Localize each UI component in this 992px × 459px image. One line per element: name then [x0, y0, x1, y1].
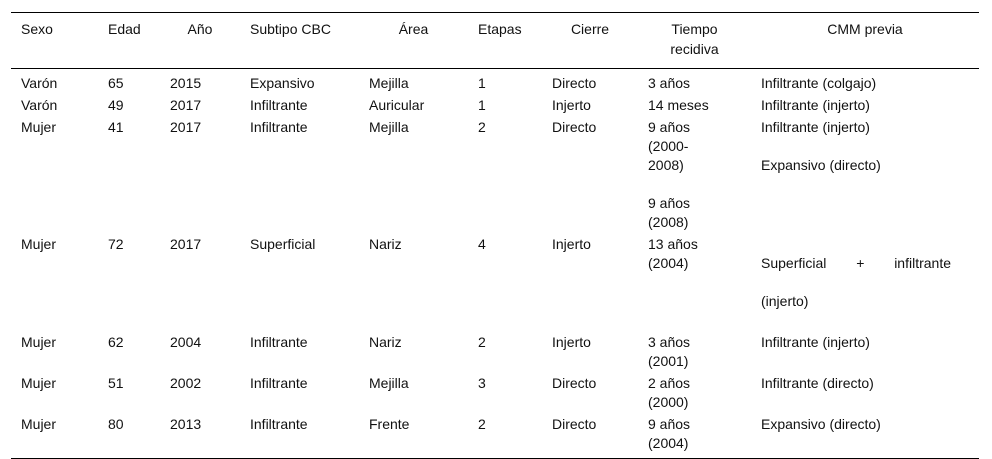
cell-edad: 62 [108, 334, 124, 350]
cell-cmm: Infiltrante (injerto) [761, 334, 870, 350]
cell-cierre: Injerto [552, 97, 591, 113]
cell-cmm: Infiltrante (injerto) [761, 97, 870, 113]
cell-area: Frente [369, 416, 410, 432]
cell-subtipo: Infiltrante [250, 97, 308, 113]
cell-etapas: 1 [478, 75, 486, 91]
cmm-word: + [856, 255, 865, 271]
cell-area: Nariz [369, 236, 402, 252]
cell-subtipo: Expansivo [250, 75, 315, 91]
cell-cmm: Infiltrante (injerto) Expansivo (directo) [761, 119, 881, 173]
table-header [11, 13, 979, 69]
header-etapas: Etapas [478, 21, 522, 37]
cell-anio: 2017 [170, 97, 202, 113]
cell-edad: 51 [108, 375, 124, 391]
cell-cmm [751, 235, 979, 333]
header-cmm-previa: CMM previa [827, 21, 903, 37]
cell-cierre: Injerto [552, 334, 591, 350]
cmm-word: Superficial [761, 255, 827, 271]
header-cierre: Cierre [570, 21, 610, 37]
cmm-second-line: (injerto) [761, 293, 809, 309]
header-edad: Edad [108, 21, 141, 37]
cell-edad: 41 [108, 119, 124, 135]
cell-etapas: 1 [478, 97, 486, 113]
cell-edad: 49 [108, 97, 124, 113]
cmm-word: infiltrante [894, 255, 951, 271]
cell-anio: 2015 [170, 75, 202, 91]
cell-sexo: Varón [21, 75, 58, 91]
recurrence-table-container [11, 12, 979, 459]
cell-anio: 2013 [170, 416, 202, 432]
cell-subtipo: Infiltrante [250, 416, 308, 432]
cell-tiempo: 2 años (2000) [648, 375, 691, 410]
table-row [11, 415, 979, 459]
cell-area: Mejilla [369, 375, 409, 391]
cell-etapas: 2 [478, 119, 486, 135]
recurrence-table [11, 12, 979, 459]
cell-sexo: Mujer [21, 334, 57, 350]
cell-sexo: Mujer [21, 119, 57, 135]
cell-anio: 2002 [170, 375, 202, 391]
cell-etapas: 2 [478, 416, 486, 432]
header-tiempo-recidiva: Tiempo recidiva [670, 21, 719, 57]
cell-tiempo: 14 meses [648, 97, 709, 113]
table-row [11, 235, 979, 333]
table-row [11, 333, 979, 374]
cell-area: Mejilla [369, 75, 409, 91]
cell-subtipo: Infiltrante [250, 334, 308, 350]
cell-edad: 65 [108, 75, 124, 91]
header-anio: Año [187, 21, 213, 37]
cell-edad: 72 [108, 236, 124, 252]
cell-sexo: Varón [21, 97, 58, 113]
cell-cierre: Directo [552, 375, 597, 391]
cell-tiempo: 3 años (2001) [648, 334, 691, 369]
cell-tiempo: 13 años (2004) [648, 236, 698, 271]
cell-subtipo: Infiltrante [250, 119, 308, 135]
cell-tiempo: 9 años (2004) [648, 416, 691, 451]
cell-anio: 2004 [170, 334, 202, 350]
cell-anio: 2017 [170, 119, 202, 135]
cell-sexo: Mujer [21, 416, 57, 432]
cell-etapas: 4 [478, 236, 486, 252]
cell-cierre: Injerto [552, 236, 591, 252]
header-sexo: Sexo [21, 21, 53, 37]
header-area: Área [398, 21, 429, 37]
cell-edad: 80 [108, 416, 124, 432]
cell-cierre: Directo [552, 119, 597, 135]
cell-subtipo: Superficial [250, 236, 316, 252]
table-row [11, 96, 979, 118]
table-row [11, 69, 979, 97]
cell-sexo: Mujer [21, 236, 57, 252]
cell-cierre: Directo [552, 75, 597, 91]
table-body [11, 69, 979, 459]
cell-cmm: Infiltrante (directo) [761, 375, 874, 391]
cell-cierre: Directo [552, 416, 597, 432]
cell-sexo: Mujer [21, 375, 57, 391]
table-row [11, 118, 979, 235]
cell-area: Auricular [369, 97, 425, 113]
cell-etapas: 3 [478, 375, 486, 391]
cell-area: Mejilla [369, 119, 409, 135]
header-subtipo: Subtipo CBC [250, 21, 331, 37]
cell-cmm: Expansivo (directo) [761, 416, 881, 432]
cell-tiempo: 9 años (2000- 2008) 9 años (2008) [648, 119, 691, 230]
header-row [11, 13, 979, 69]
cell-subtipo: Infiltrante [250, 375, 308, 391]
cell-area: Nariz [369, 334, 402, 350]
cell-etapas: 2 [478, 334, 486, 350]
cell-tiempo: 3 años [648, 75, 691, 91]
table-row [11, 374, 979, 415]
cmm-justified-line [761, 254, 979, 273]
cell-cmm: Infiltrante (colgajo) [761, 75, 877, 91]
cell-anio: 2017 [170, 236, 202, 252]
